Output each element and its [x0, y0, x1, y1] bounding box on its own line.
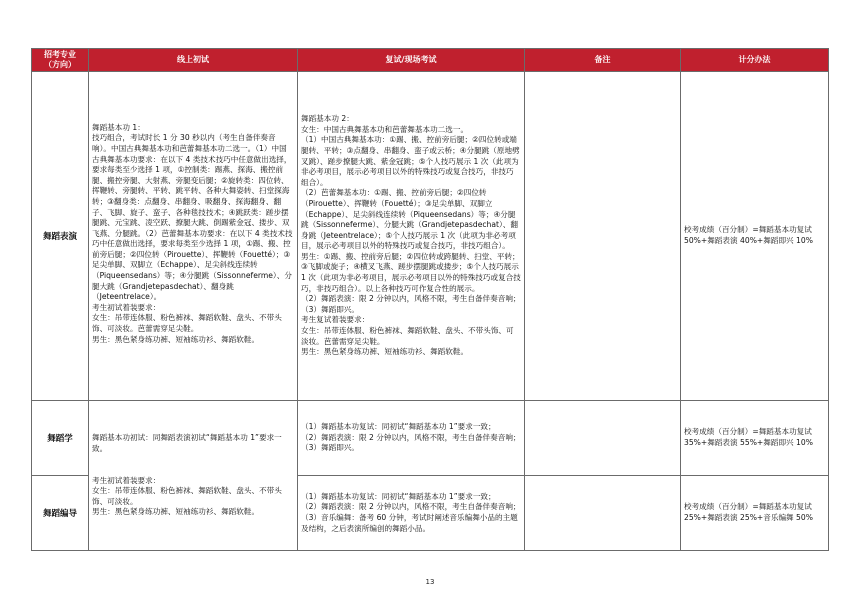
- remarks-cell: [525, 72, 681, 401]
- retest-text: （1）舞蹈基本功复试：同初试“舞蹈基本功 1”要求一致； （2）舞蹈表演：限 2 分钟以内，风格不限，考生自备伴奏音响； （3）舞蹈即兴。: [301, 422, 521, 453]
- retest-text: （1）舞蹈基本功复试：同初试“舞蹈基本功 1”要求一致； （2）舞蹈表演：限 2 分钟以内，风格不限，考生自备伴奏音响； （3）音乐编舞：备考 60 分钟，考试时阐述音乐编舞小品的主题及结构，之后表演所编创的舞蹈小品。: [301, 491, 521, 533]
- table-header-row: [32, 49, 829, 72]
- retest-cell: [298, 401, 525, 476]
- table-row-dance-performance: [32, 72, 829, 401]
- admissions-table: [31, 48, 829, 551]
- online-exam-cell: [89, 72, 298, 401]
- grading-cell: [681, 401, 829, 476]
- remarks-cell: [525, 401, 681, 476]
- grading-text: 校考成绩（百分制）=舞蹈基本功复试 35%+舞蹈表演 55%+舞蹈即兴 10%: [684, 427, 813, 447]
- major-cell: 舞蹈编导: [32, 476, 89, 551]
- grading-cell: [681, 476, 829, 551]
- online-exam-text: 舞蹈基本功初试：同舞蹈表演初试“舞蹈基本功 1”要求一致。 考生初试着装要求： 女生：吊带连体服、粉色裤袜、舞蹈软鞋、盘头、不带头饰、可淡妆。 男生：黑色紧身练功裤、短袖练功衫、舞蹈软鞋。: [92, 433, 282, 517]
- online-exam-cell: [89, 401, 298, 551]
- header-grading: 计分办法: [681, 49, 829, 72]
- major-cell: 舞蹈表演: [32, 72, 89, 401]
- header-remarks: 备注: [525, 49, 681, 72]
- retest-cell: [298, 476, 525, 551]
- retest-cell: [298, 72, 525, 401]
- grading-text: 校考成绩（百分制）=舞蹈基本功复试 25%+舞蹈表演 25%+音乐编舞 50%: [684, 502, 813, 522]
- retest-text: 舞蹈基本功 2： 女生：中国古典舞基本功和芭蕾舞基本功二选一。 （1）中国古典舞基本功：①踢、搬、控前旁后腿；②四位转或端腿转、平转；③点翻身、串翻身、蛮子或云桥；④分腿跳（原地劈叉跳）、蹉步撩腿大跳、紫金冠跳；⑤个人技巧展示 1 次（此项为非必考项目，展示必考项目以外的特殊技巧或复合技巧，非技巧组合）。 （2）芭蕾舞基本功：①踢、搬、控前旁后腿；②四位转（Pirouette）、挥鞭转（Fouetté）；③足尖单脚、双脚立（Echappe）、足尖斜线连续转（Piqueensedans）等；④分腿跳（Sissonneferme）、分腿大跳（Grandjetepasdechat）、翻身跳（Jeteentrelace）；⑤个人技巧展示 1 次（此项为非必考项目，展示必考项目以外的特殊技巧或复合技巧，非技巧组合）。 男生：①踢、搬、控前旁后腿；②四位转或跨腿转、扫堂、平转；③飞脚或旋子；④横叉飞燕、蹉步摆腿跳或搂步；⑤个人技巧展示 1 次（此项为非必考项目，展示必考项目以外的特殊技巧或复合技巧，非技巧组合）。以上各种技巧可作复合性的展示。 （2）舞蹈表演：限 2 分钟以内，风格不限，考生自备伴奏音响； （3）舞蹈即兴。 考生复试着装要求： 女生：吊带连体服、粉色裤袜、舞蹈软鞋、盘头、不带头饰、可淡妆。芭蕾需穿足尖鞋。 男生：黑色紧身练功裤、短袖练功衫、舞蹈软鞋。: [301, 114, 521, 357]
- grading-text: 校考成绩（百分制）=舞蹈基本功复试 50%+舞蹈表演 40%+舞蹈即兴 10%: [684, 225, 813, 245]
- table-row-dance-studies: [32, 401, 829, 476]
- header-major: 招考专业 （方向）: [32, 49, 89, 72]
- remarks-cell: [525, 476, 681, 551]
- major-cell: 舞蹈学: [32, 401, 89, 476]
- online-exam-text: 舞蹈基本功 1： 技巧组合，考试时长 1 分 30 秒以内（考生自备伴奏音响）。中国古典舞基本功和芭蕾舞基本功二选一。（1）中国古典舞基本功要求：在以下 4 类技术技巧中任意做出选择，要求每类至少选择 1 项，①控制类：踢燕、探海、搬控前腿、搬控旁腿、大射燕、旁腿变后腿；②旋转类：四位转、挥鞭转、旁腿转、平转、跳平转、各种大舞姿转、扫堂探海转；③翻身类：点翻身、串翻身、吸翻身、探海翻身、翻子、飞脚、旋子、蛮子、各种毯技技术；④跳跃类：蹉步摆腿跳、元宝跳、凌空跃、撩腿大跳、倒踢紫金冠、搂步、双飞燕、分腿跳。（2）芭蕾舞基本功要求：在以下 4 类技术技巧中任意做出选择，要求每类至少选择 1 项，①踢、搬、控前旁后腿；②四位转（Pirouette）、挥鞭转（Fouetté）；③足尖单脚、双脚立（Echappe）、足尖斜线连续转（Piqueensedans）等；④分腿跳（Sissonneferme）、分腿大跳（Grandjetepasdechat）、翻身跳（Jeteentrelace）。 考生初试着装要求： 女生：吊带连体服、粉色裤袜、舞蹈软鞋、盘头、不带头饰、可淡妆。芭蕾需穿足尖鞋。 男生：黑色紧身练功裤、短袖练功衫、舞蹈软鞋。: [92, 122, 293, 344]
- header-retest: 复试/现场考试: [298, 49, 525, 72]
- header-online-exam: 线上初试: [89, 49, 298, 72]
- grading-cell: [681, 72, 829, 401]
- page-number: 13: [425, 578, 435, 586]
